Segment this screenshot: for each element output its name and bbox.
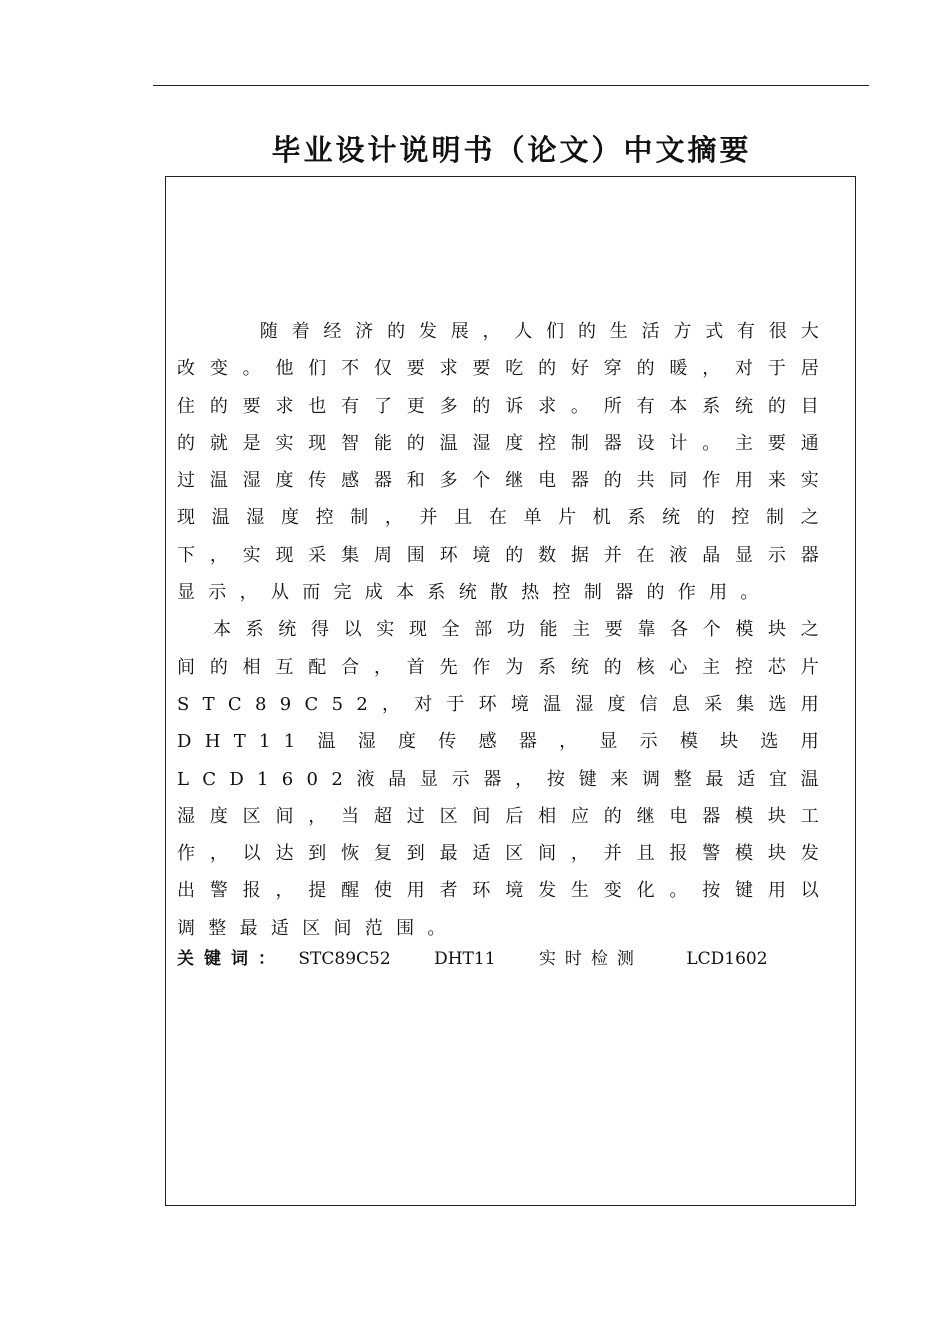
keywords-label: 关键词： xyxy=(177,949,285,969)
keyword-item: DHT11 xyxy=(434,949,496,969)
keyword-item: LCD1602 xyxy=(686,949,768,969)
page-title: 毕业设计说明书（论文）中文摘要 xyxy=(271,133,752,167)
header-rule xyxy=(153,85,869,86)
abstract-paragraph: 随着经济的发展，人们的生活方式有很大改变。他们不仅要求要吃的好穿的暖，对于居住的要求也有了更多的诉求。所有本系统的目的就是实现智能的温湿度控制器设计。主要通过温湿度传感器和多个继电器的共同作用来实现温湿度控制，并且在单片机系统的控制之下，实现采集周围环境的数据并在液晶显示器显示，从而完成本系统散热控制器的作用。 xyxy=(177,321,832,604)
keywords-line xyxy=(177,945,832,973)
abstract-body xyxy=(177,313,832,947)
keyword-item: 实时检测 xyxy=(538,949,643,969)
abstract-paragraph: 本系统得以实现全部功能主要靠各个模块之间的相互配合，首先作为系统的核心主控芯片STC89C52，对于环境温湿度信息采集选用DHT11温湿度传感器，显示模块选用LCD1602液晶显示器，按键来调整最适宜温湿度区间，当超过区间后相应的继电器模块工作，以达到恢复到最适区间，并且报警模块发出警报，提醒使用者环境发生变化。按键用以调整最适区间范围。 xyxy=(177,619,832,939)
keyword-item: STC89C52 xyxy=(298,949,391,969)
